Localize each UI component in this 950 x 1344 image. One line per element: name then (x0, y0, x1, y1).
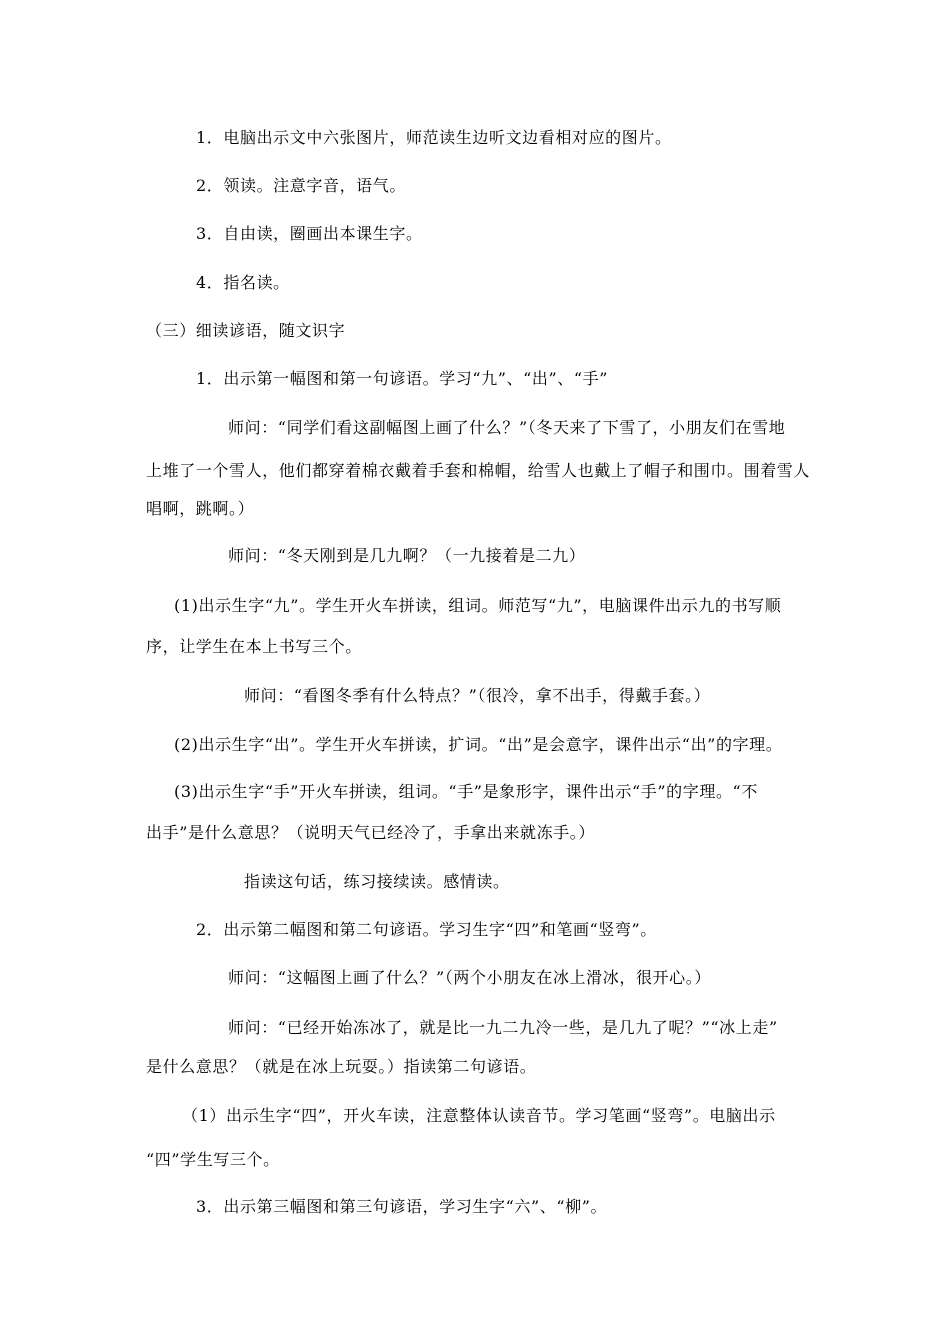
paragraph-text-line: 2．出示第二幅图和第二句谚语。学习生字“四”和笔画“竖弯”。 (196, 920, 657, 939)
paragraph-text-line: 是什么意思？（就是在冰上玩耍。）指读第二句谚语。 (146, 1057, 537, 1076)
paragraph-text-line: 出手”是什么意思？（说明天气已经冷了，手拿出来就冻手。） (146, 823, 595, 842)
paragraph-text-line: 序，让学生在本上书写三个。 (146, 637, 362, 656)
paragraph-text-line: 4．指名读。 (196, 273, 290, 292)
paragraph-text-line: 师问：“同学们看这副幅图上画了什么？”（冬天来了下雪了，小朋友们在雪地 (228, 418, 786, 437)
paragraph-text-line: 1．电脑出示文中六张图片，师范读生边听文边看相对应的图片。 (196, 128, 672, 147)
paragraph-text-line: (1)出示生字“九”。学生开火车拼读，组词。师范写“九”，电脑课件出示九的书写顺 (174, 596, 782, 615)
paragraph-text-line: 师问：“冬天刚到是几九啊？（一九接着是二九） (228, 546, 586, 565)
paragraph-text-line: 唱啊，跳啊。） (146, 499, 255, 518)
paragraph-text-line: 指读这句话，练习接续读。感情读。 (244, 872, 510, 891)
paragraph-text-line: “四”学生写三个。 (146, 1150, 280, 1169)
paragraph-text-line: 2．领读。注意字音，语气。 (196, 176, 406, 195)
paragraph-text-line: 1．出示第一幅图和第一句谚语。学习“九”、“出”、“手” (196, 369, 609, 388)
section-heading: （三）细读谚语，随文识字 (146, 321, 346, 340)
paragraph-text-line: (3)出示生字“手”开火车拼读，组词。“手”是象形字，课件出示“手”的字理。“不 (174, 782, 758, 801)
paragraph-text-line: 3．自由读，圈画出本课生字。 (196, 224, 423, 243)
paragraph-text-line: （1）出示生字“四”，开火车读，注意整体认读音节。学习笔画“竖弯”。电脑出示 (182, 1106, 776, 1125)
paragraph-text-line: 3．出示第三幅图和第三句谚语，学习生字“六”、“柳”。 (196, 1197, 608, 1216)
paragraph-text-line: 师问：“已经开始冻冰了，就是比一九二九冷一些，是几九了呢？”“冰上走” (228, 1018, 778, 1037)
paragraph-text-line: 上堆了一个雪人，他们都穿着棉衣戴着手套和棉帽，给雪人也戴上了帽子和围巾。围着雪人 (146, 461, 811, 480)
paragraph-text-line: 师问：“这幅图上画了什么？”（两个小朋友在冰上滑冰，很开心。） (228, 968, 711, 987)
paragraph-text-line: 师问：“看图冬季有什么特点？”（很冷，拿不出手，得戴手套。） (244, 686, 711, 705)
paragraph-text-line: (2)出示生字“出”。学生开火车拼读，扩词。“出”是会意字，课件出示“出”的字理。 (174, 735, 783, 754)
